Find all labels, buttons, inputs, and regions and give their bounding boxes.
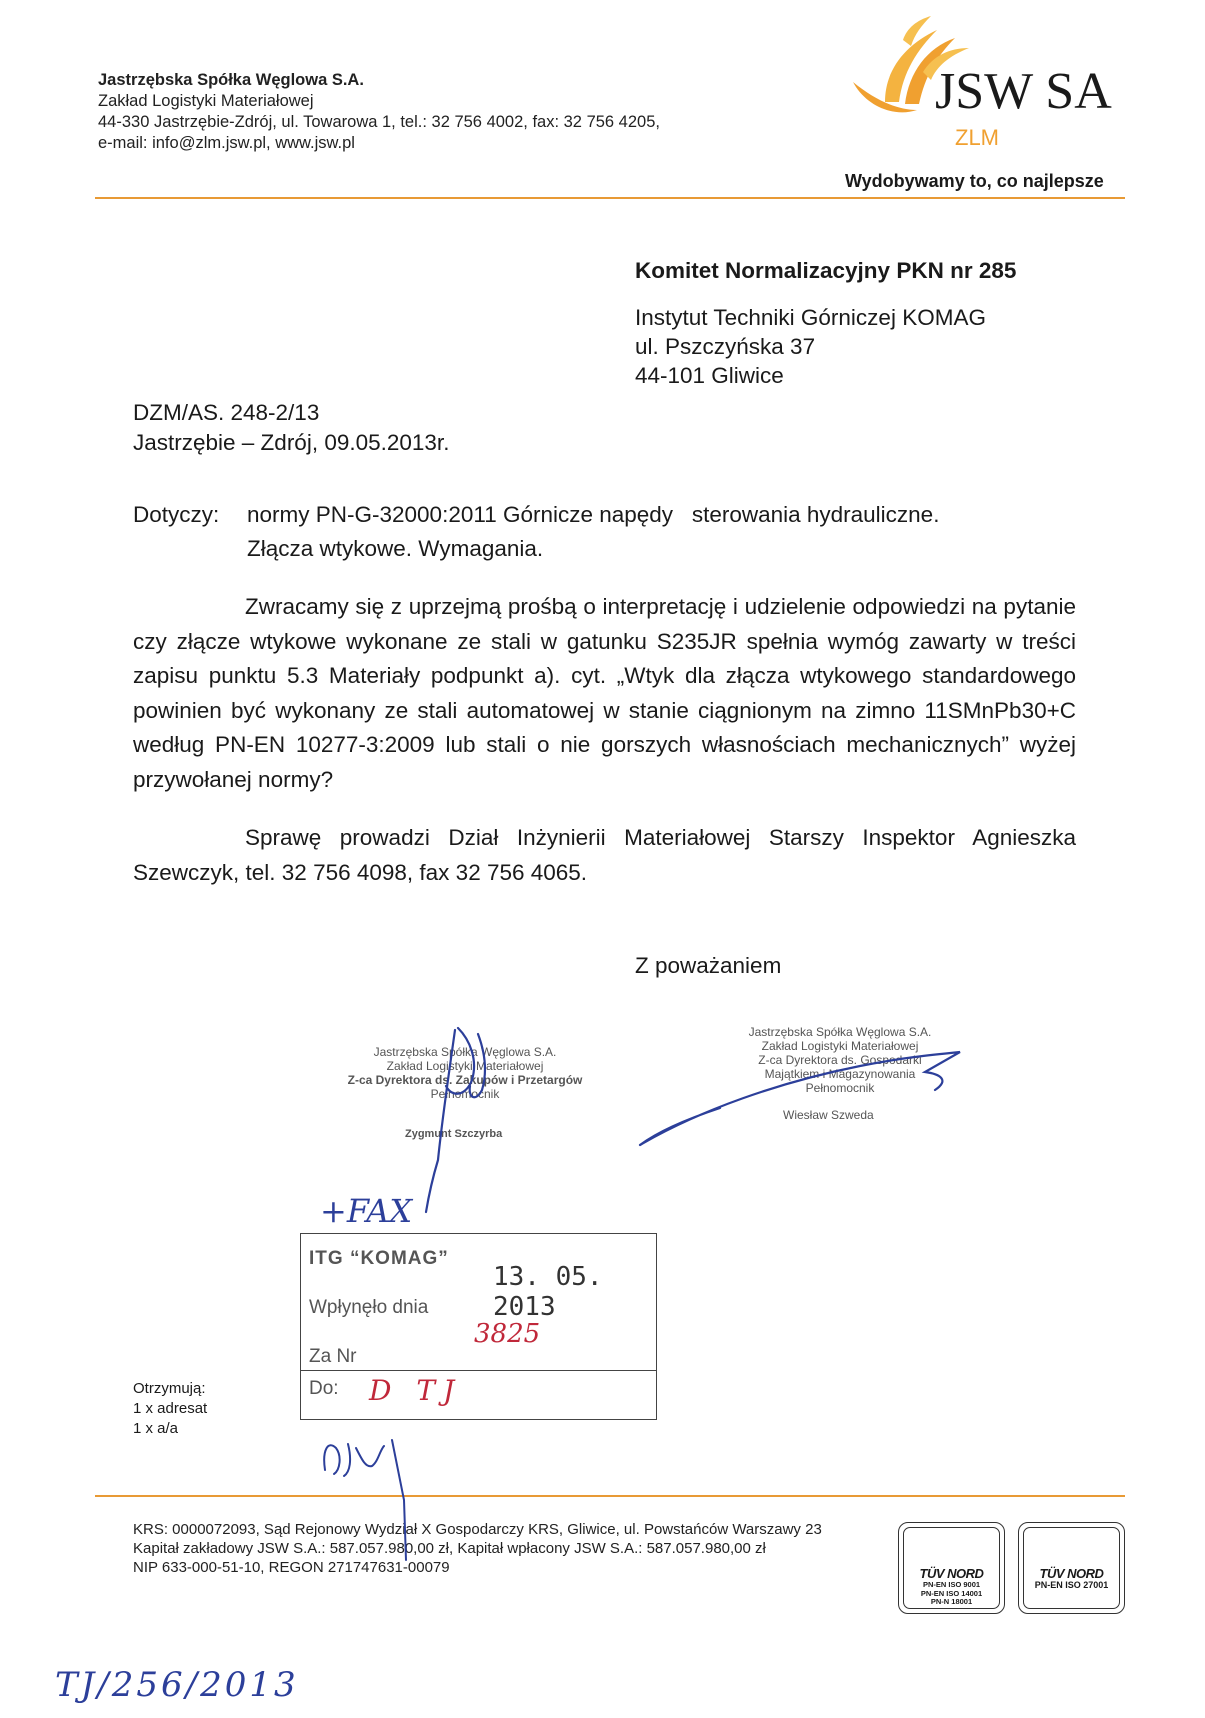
reference-block (133, 398, 449, 458)
stamp-right-line-4: Majątkiem i Magazynowania (764, 1067, 916, 1081)
header-divider (95, 197, 1125, 199)
company-contact: e-mail: info@zlm.jsw.pl, www.jsw.pl (98, 134, 355, 152)
received-stamp-org: ITG “KOMAG” (309, 1248, 449, 1269)
stamp-left (335, 1045, 595, 1101)
logo-brand: JSW SA (935, 63, 1112, 120)
received-stamp-number-value: 3825 (474, 1319, 541, 1349)
stamp-left-line-1: Jastrzębska Spółka Węglowa S.A. (373, 1045, 557, 1059)
received-stamp-date: 13. 05. 2013 (493, 1262, 603, 1322)
department-name: Zakład Logistyki Materiałowej (98, 92, 314, 110)
recipient-street: ul. Pszczyńska 37 (635, 334, 816, 359)
certificate-1-standard-1: PN-EN ISO 9001 (922, 1580, 981, 1589)
certificate-badge-2 (1018, 1522, 1125, 1614)
letter-body (133, 590, 1076, 914)
subject-line-2: Złącza wtykowe. Wymagania. (247, 536, 544, 561)
footer-divider (95, 1495, 1125, 1497)
certificate-1-brand: TÜV NORD (919, 1566, 984, 1581)
stamp-left-line-2: Zakład Logistyki Materiałowej (386, 1059, 544, 1073)
footer-block (133, 1520, 822, 1577)
copies-block (133, 1379, 207, 1439)
certificate-badge-1 (898, 1522, 1005, 1614)
closing-phrase: Z poważaniem (635, 953, 782, 978)
certificate-1-standard-3: PN-N 18001 (930, 1597, 973, 1606)
subject-block (133, 498, 1078, 566)
certificate-2-standard-1: PN-EN ISO 27001 (1034, 1580, 1109, 1590)
recipient-city: 44-101 Gliwice (635, 363, 784, 388)
stamp-right-line-5: Pełnomocnik (805, 1081, 875, 1095)
received-stamp-to-value: D TJ (369, 1374, 463, 1407)
footer-line-2: Kapitał zakładowy JSW S.A.: 587.057.980,00 zł, Kapitał wpłacony JSW S.A.: 587.057.980,00 zł (133, 1540, 766, 1557)
stamp-right-line-2: Zakład Logistyki Materiałowej (761, 1039, 919, 1053)
place-date: Jastrzębie – Zdrój, 09.05.2013r. (133, 430, 450, 455)
stamp-left-line-4: Pełnomocnik (430, 1087, 500, 1101)
body-paragraph-1: Zwracamy się z uprzejmą prośbą o interpretację i udzielenie odpowiedzi na pytanie czy złącze wtykowe wykonane ze stali w gatunku S235JR spełnia wymóg zawarty w treści zapisu punktu 5.3 Materiały podpunkt a). cyt. „Wtyk dla złącza wtykowego standardowego powinien być wykonany ze stali automatowej w stanie ciągnionym na zimno 11SMnPb30+C według PN-EN 10277-3:2009 lub stali o nie gorszych własnościach mechanicznych” wyżej przywołanej normy? (133, 594, 1076, 792)
stamp-left-line-3: Z-ca Dyrektora ds. Zakupów i Przetargów (347, 1073, 583, 1087)
received-stamp-number-label: Za Nr (309, 1346, 357, 1367)
recipient-block (635, 256, 1016, 390)
stamp-right-signer: Wiesław Szweda (783, 1108, 874, 1122)
logo-slogan: Wydobywamy to, co najlepsze (845, 171, 1104, 191)
certificate-1-standard-2: PN-EN ISO 14001 (920, 1588, 983, 1598)
fax-note: +FAX (320, 1192, 413, 1230)
subject-label: Dotyczy: (133, 502, 220, 527)
body-paragraph-2: Sprawę prowadzi Dział Inżynierii Materiałowej Starszy Inspektor Agnieszka Szewczyk, tel. 32 756 4098, fax 32 756 4065. (133, 825, 1076, 885)
stamp-right-line-3: Z-ca Dyrektora ds. Gospodarki (758, 1053, 922, 1067)
handwritten-file-number: TJ/256/2013 (55, 1665, 299, 1705)
logo-unit: ZLM (955, 125, 999, 150)
stamp-right-line-1: Jastrzębska Spółka Węglowa S.A. (748, 1025, 932, 1039)
company-address: 44-330 Jastrzębie-Zdrój, ul. Towarowa 1, tel.: 32 756 4002, fax: 32 756 4205, (98, 113, 660, 131)
subject-line-1: normy PN-G-32000:2011 Górnicze napędy sterowania hydrauliczne. (247, 502, 940, 527)
received-stamp-divider (301, 1370, 656, 1371)
footer-line-1: KRS: 0000072093, Sąd Rejonowy Wydział X Gospodarczy KRS, Gliwice, ul. Powstańców Warszawy 23 (133, 1521, 822, 1538)
copies-item-2: 1 x a/a (133, 1420, 179, 1437)
stamp-left-signer: Zygmunt Szczyrba (405, 1128, 503, 1140)
certificate-2-brand: TÜV NORD (1039, 1566, 1104, 1581)
stamp-right (715, 1025, 965, 1095)
jsw-logo (845, 10, 1130, 200)
sender-block (98, 70, 660, 154)
recipient-institute: Instytut Techniki Górniczej KOMAG (635, 305, 986, 330)
footer-line-3: NIP 633-000-51-10, REGON 271747631-00079 (133, 1559, 450, 1576)
recipient-committee: Komitet Normalizacyjny PKN nr 285 (635, 258, 1017, 283)
company-name: Jastrzębska Spółka Węglowa S.A. (98, 71, 364, 89)
received-stamp (300, 1233, 657, 1420)
received-stamp-label: Wpłynęło dnia (309, 1297, 429, 1318)
reference-number: DZM/AS. 248-2/13 (133, 400, 320, 425)
copies-item-1: 1 x adresat (133, 1400, 208, 1417)
copies-title: Otrzymują: (133, 1380, 206, 1397)
received-stamp-to-label: Do: (309, 1378, 339, 1399)
